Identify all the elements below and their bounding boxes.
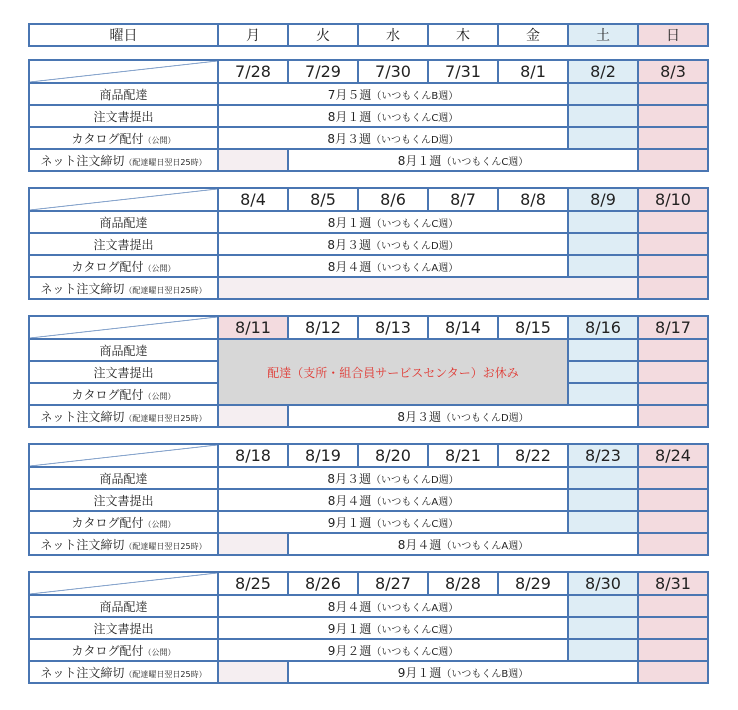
catalog-week-value: 9月２週（いつもくんC週） xyxy=(218,639,568,661)
row-label-order-submit: 注文書提出 xyxy=(29,105,218,127)
weekday-header-table xyxy=(28,23,709,47)
mon-blank-cell xyxy=(218,533,288,555)
sat-empty-cell xyxy=(568,467,638,489)
date-cell: 8/15 xyxy=(498,316,568,339)
schedule-week-4 xyxy=(28,443,709,556)
date-cell-sat: 8/30 xyxy=(568,572,638,595)
mon-blank-cell xyxy=(218,661,288,683)
catalog-week-value: 8月３週（いつもくんD週） xyxy=(218,127,568,149)
sat-empty-cell xyxy=(568,339,638,361)
date-cell: 8/6 xyxy=(358,188,428,211)
net-deadline-week-value: 8月３週（いつもくんD週） xyxy=(288,405,638,427)
sat-empty-cell xyxy=(568,255,638,277)
date-cell-sat: 8/16 xyxy=(568,316,638,339)
sun-empty-cell xyxy=(638,405,708,427)
sat-empty-cell xyxy=(568,489,638,511)
date-cell-holiday: 8/11 xyxy=(218,316,288,339)
diagonal-corner-cell xyxy=(29,572,218,595)
date-cell: 8/4 xyxy=(218,188,288,211)
sun-empty-cell xyxy=(638,211,708,233)
sat-empty-cell xyxy=(568,211,638,233)
sat-empty-cell xyxy=(568,639,638,661)
sun-empty-cell xyxy=(638,233,708,255)
row-label-delivery: 商品配達 xyxy=(29,595,218,617)
net-deadline-blank-cell xyxy=(218,277,638,299)
weekday-wed: 水 xyxy=(358,24,428,46)
schedule-week-3 xyxy=(28,315,709,428)
order-submit-week-value: 8月１週（いつもくんC週） xyxy=(218,105,568,127)
row-label-order-submit: 注文書提出 xyxy=(29,617,218,639)
row-label-net-deadline: ネット注文締切（配達曜日翌日25時） xyxy=(29,661,218,683)
row-label-delivery: 商品配達 xyxy=(29,467,218,489)
sat-empty-cell xyxy=(568,595,638,617)
sat-empty-cell xyxy=(568,617,638,639)
row-label-order-submit: 注文書提出 xyxy=(29,361,218,383)
sun-empty-cell xyxy=(638,617,708,639)
row-label-delivery: 商品配達 xyxy=(29,83,218,105)
schedule-week-1 xyxy=(28,59,709,172)
sun-empty-cell xyxy=(638,533,708,555)
schedule-week-2 xyxy=(28,187,709,300)
order-submit-week-value: 8月４週（いつもくんA週） xyxy=(218,489,568,511)
sat-empty-cell xyxy=(568,127,638,149)
net-deadline-week-value: 9月１週（いつもくんB週） xyxy=(288,661,638,683)
sun-empty-cell xyxy=(638,595,708,617)
weekday-mon: 月 xyxy=(218,24,288,46)
sat-empty-cell xyxy=(568,383,638,405)
diagonal-corner-cell xyxy=(29,316,218,339)
row-label-net-deadline: ネット注文締切（配達曜日翌日25時） xyxy=(29,533,218,555)
sun-empty-cell xyxy=(638,255,708,277)
date-cell-sat: 8/23 xyxy=(568,444,638,467)
diagonal-corner-cell xyxy=(29,60,218,83)
date-cell: 8/29 xyxy=(498,572,568,595)
date-cell: 8/5 xyxy=(288,188,358,211)
delivery-week-value: 8月３週（いつもくんD週） xyxy=(218,467,568,489)
order-submit-week-value: 9月１週（いつもくんC週） xyxy=(218,617,568,639)
row-label-delivery: 商品配達 xyxy=(29,211,218,233)
date-cell-sun: 8/24 xyxy=(638,444,708,467)
date-cell: 8/25 xyxy=(218,572,288,595)
date-cell: 8/20 xyxy=(358,444,428,467)
diagonal-corner-cell xyxy=(29,444,218,467)
row-label-catalog: カタログ配付（公開） xyxy=(29,383,218,405)
mon-blank-cell xyxy=(218,149,288,171)
date-cell-sun: 8/3 xyxy=(638,60,708,83)
sun-empty-cell xyxy=(638,361,708,383)
catalog-week-value: 8月４週（いつもくんA週） xyxy=(218,255,568,277)
sun-empty-cell xyxy=(638,127,708,149)
catalog-week-value: 9月１週（いつもくんC週） xyxy=(218,511,568,533)
delivery-week-value: 8月１週（いつもくんC週） xyxy=(218,211,568,233)
date-cell: 8/26 xyxy=(288,572,358,595)
date-cell: 8/12 xyxy=(288,316,358,339)
sun-empty-cell xyxy=(638,339,708,361)
diagonal-corner-cell xyxy=(29,188,218,211)
row-label-net-deadline: ネット注文締切（配達曜日翌日25時） xyxy=(29,149,218,171)
net-deadline-week-value: 8月４週（いつもくんA週） xyxy=(288,533,638,555)
sun-empty-cell xyxy=(638,83,708,105)
delivery-week-value: 7月５週（いつもくんB週） xyxy=(218,83,568,105)
date-cell: 8/21 xyxy=(428,444,498,467)
net-deadline-week-value: 8月１週（いつもくんC週） xyxy=(288,149,638,171)
date-cell: 8/13 xyxy=(358,316,428,339)
date-cell: 8/7 xyxy=(428,188,498,211)
date-cell: 8/18 xyxy=(218,444,288,467)
row-label-net-deadline: ネット注文締切（配達曜日翌日25時） xyxy=(29,405,218,427)
date-cell: 7/29 xyxy=(288,60,358,83)
weekday-sun: 日 xyxy=(638,24,708,46)
row-label-delivery: 商品配達 xyxy=(29,339,218,361)
date-cell-sun: 8/31 xyxy=(638,572,708,595)
date-cell-sun: 8/10 xyxy=(638,188,708,211)
date-cell: 8/1 xyxy=(498,60,568,83)
date-cell: 8/8 xyxy=(498,188,568,211)
date-cell-sat: 8/9 xyxy=(568,188,638,211)
date-cell: 8/19 xyxy=(288,444,358,467)
sun-empty-cell xyxy=(638,639,708,661)
row-label-catalog: カタログ配付（公開） xyxy=(29,127,218,149)
sat-empty-cell xyxy=(568,83,638,105)
sun-empty-cell xyxy=(638,149,708,171)
date-cell: 8/28 xyxy=(428,572,498,595)
date-cell: 7/28 xyxy=(218,60,288,83)
weekday-sat: 土 xyxy=(568,24,638,46)
sat-empty-cell xyxy=(568,233,638,255)
row-label-catalog: カタログ配付（公開） xyxy=(29,639,218,661)
sun-empty-cell xyxy=(638,511,708,533)
sun-empty-cell xyxy=(638,489,708,511)
row-label-net-deadline: ネット注文締切（配達曜日翌日25時） xyxy=(29,277,218,299)
date-cell: 7/31 xyxy=(428,60,498,83)
weekday-fri: 金 xyxy=(498,24,568,46)
sun-empty-cell xyxy=(638,661,708,683)
row-label-order-submit: 注文書提出 xyxy=(29,233,218,255)
date-cell-sat: 8/2 xyxy=(568,60,638,83)
weekday-header-label: 曜日 xyxy=(29,24,218,46)
date-cell-sun: 8/17 xyxy=(638,316,708,339)
date-cell: 8/22 xyxy=(498,444,568,467)
row-label-order-submit: 注文書提出 xyxy=(29,489,218,511)
date-cell: 8/27 xyxy=(358,572,428,595)
sat-empty-cell xyxy=(568,105,638,127)
weekday-thu: 木 xyxy=(428,24,498,46)
sun-empty-cell xyxy=(638,467,708,489)
delivery-week-value: 8月４週（いつもくんA週） xyxy=(218,595,568,617)
date-cell: 7/30 xyxy=(358,60,428,83)
sat-empty-cell xyxy=(568,361,638,383)
closed-notice: 配達（支所・組合員サービスセンター）お休み xyxy=(218,339,568,405)
sun-empty-cell xyxy=(638,277,708,299)
order-submit-week-value: 8月３週（いつもくんD週） xyxy=(218,233,568,255)
sat-empty-cell xyxy=(568,511,638,533)
weekday-tue: 火 xyxy=(288,24,358,46)
row-label-catalog: カタログ配付（公開） xyxy=(29,255,218,277)
schedule-week-5 xyxy=(28,571,709,684)
sun-empty-cell xyxy=(638,383,708,405)
date-cell: 8/14 xyxy=(428,316,498,339)
mon-blank-cell xyxy=(218,405,288,427)
row-label-catalog: カタログ配付（公開） xyxy=(29,511,218,533)
sun-empty-cell xyxy=(638,105,708,127)
